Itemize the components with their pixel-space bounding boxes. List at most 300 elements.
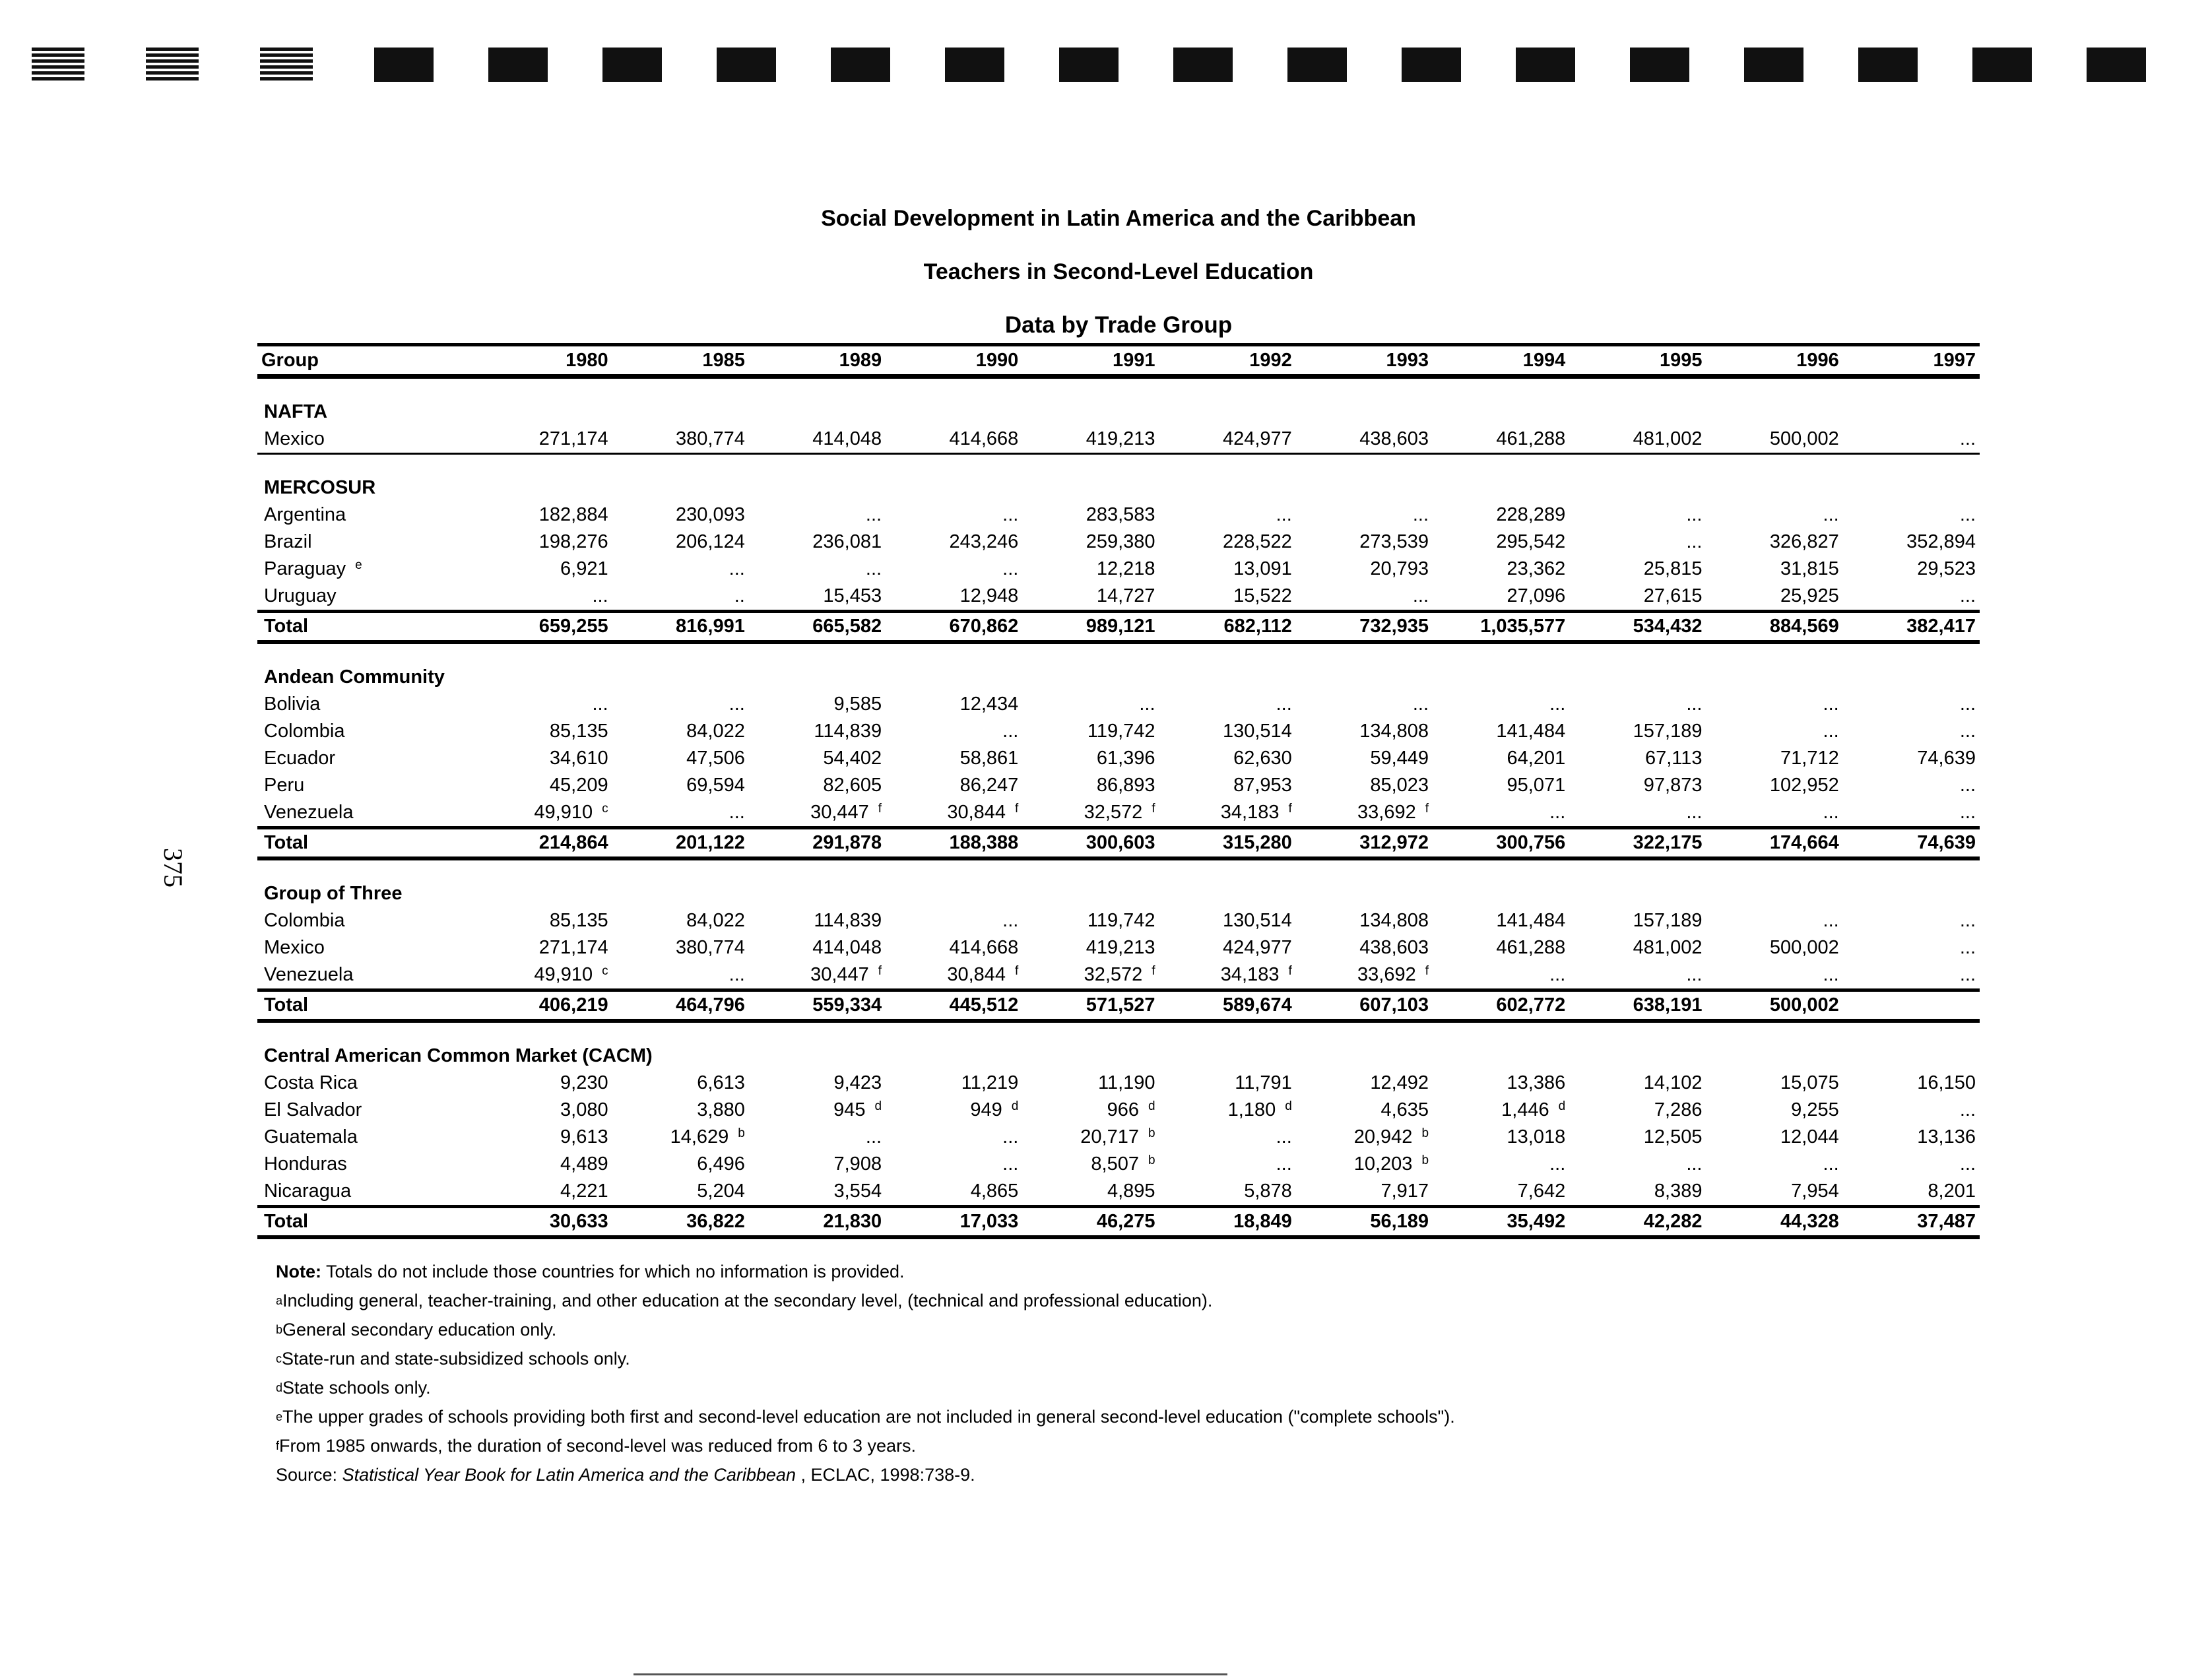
table-cell-text: ... bbox=[1959, 910, 1976, 931]
total-cell bbox=[1433, 990, 1569, 1021]
total-cell bbox=[1843, 1207, 1980, 1238]
table-cell-text: 9,613 bbox=[560, 1126, 608, 1147]
table-cell-text: 58,861 bbox=[959, 748, 1019, 769]
table-cell-text: ... bbox=[1412, 694, 1429, 715]
table-cell-text: 30,447 bbox=[810, 964, 869, 985]
footnote-marker: c bbox=[602, 964, 608, 978]
table-cell-text: 67,113 bbox=[1644, 748, 1703, 769]
total-cell-text: 30,633 bbox=[549, 1211, 608, 1232]
table-cell bbox=[1843, 556, 1980, 583]
table-cell bbox=[749, 1124, 886, 1151]
table-cell-text: 34,183 bbox=[1220, 964, 1280, 985]
table-cell bbox=[475, 556, 612, 583]
table-cell bbox=[1296, 1178, 1433, 1207]
table-cell-text: 7,917 bbox=[1380, 1180, 1429, 1202]
table-cell-text: 236,081 bbox=[812, 531, 882, 552]
table-cell bbox=[1433, 772, 1569, 799]
table-cell bbox=[1159, 1151, 1296, 1178]
table-row bbox=[257, 1070, 1980, 1097]
table-row bbox=[257, 501, 1980, 529]
group-heading: Group of Three bbox=[264, 883, 403, 904]
total-cell bbox=[612, 828, 749, 859]
group-heading-row bbox=[257, 1043, 1980, 1070]
table-cell bbox=[1569, 1178, 1706, 1207]
table-cell-text: 64,201 bbox=[1507, 748, 1566, 769]
group-heading: MERCOSUR bbox=[264, 477, 376, 498]
footnote-marker: d bbox=[1558, 1099, 1566, 1113]
total-label-text: Total bbox=[264, 1211, 309, 1232]
table-cell-text: 85,135 bbox=[549, 721, 608, 742]
table-cell bbox=[1706, 961, 1842, 990]
table-cell bbox=[1159, 583, 1296, 612]
total-cell-text: 322,175 bbox=[1633, 832, 1703, 853]
table-cell bbox=[886, 1178, 1022, 1207]
footnote-marker: f bbox=[1425, 964, 1429, 978]
table-cell bbox=[1159, 799, 1296, 828]
table-cell bbox=[1022, 1070, 1159, 1097]
table-cell bbox=[1843, 1178, 1980, 1207]
total-cell-text: 42,282 bbox=[1643, 1211, 1703, 1232]
table-cell-text: 119,742 bbox=[1087, 910, 1155, 931]
table-cell-text: 9,423 bbox=[833, 1072, 882, 1093]
total-cell bbox=[1706, 828, 1842, 859]
total-label bbox=[257, 612, 475, 643]
table-cell-text: 6,496 bbox=[697, 1153, 745, 1175]
table-cell-text: 419,213 bbox=[1086, 937, 1155, 958]
table-cell-text: 945 bbox=[833, 1099, 866, 1120]
table-cell bbox=[1159, 556, 1296, 583]
footnote-marker: f bbox=[1288, 964, 1292, 978]
table-row bbox=[257, 691, 1980, 718]
table-cell-text: ... bbox=[1412, 585, 1429, 606]
header-year: 1980 bbox=[475, 345, 612, 377]
table-cell bbox=[749, 907, 886, 934]
total-cell bbox=[1296, 828, 1433, 859]
total-row bbox=[257, 828, 1980, 859]
table-cell bbox=[1022, 691, 1159, 718]
total-cell bbox=[1706, 990, 1842, 1021]
table-cell bbox=[1022, 772, 1159, 799]
row-label bbox=[257, 907, 475, 934]
binder-hole bbox=[2087, 48, 2146, 82]
table-cell-text: 30,447 bbox=[810, 802, 869, 823]
table-cell bbox=[1159, 718, 1296, 745]
footnote-marker: f bbox=[878, 964, 882, 978]
table-cell bbox=[1296, 961, 1433, 990]
binder-hole bbox=[1744, 48, 1803, 82]
footnote-marker: e bbox=[355, 558, 362, 572]
table-cell bbox=[1296, 1151, 1433, 1178]
row-label-text: Guatemala bbox=[264, 1126, 358, 1147]
total-cell-text: 300,756 bbox=[1496, 832, 1566, 853]
table-cell bbox=[1569, 1070, 1706, 1097]
table-cell-text: 12,218 bbox=[1096, 558, 1155, 579]
table-cell-text: 130,514 bbox=[1222, 910, 1292, 931]
group-heading: NAFTA bbox=[264, 401, 328, 422]
table-cell-text: 71,712 bbox=[1780, 748, 1839, 769]
header-year: 1989 bbox=[749, 345, 886, 377]
table-cell-text: .. bbox=[734, 585, 745, 606]
binder-hole bbox=[260, 48, 313, 82]
total-cell-text: 500,002 bbox=[1769, 994, 1839, 1016]
table-cell-text: 62,630 bbox=[1233, 748, 1292, 769]
table-cell-text: 54,402 bbox=[823, 748, 882, 769]
table-cell-text: 352,894 bbox=[1906, 531, 1976, 552]
table-cell bbox=[475, 1097, 612, 1124]
table-cell-text: ... bbox=[1959, 694, 1976, 715]
table-cell-text: ... bbox=[1002, 721, 1019, 742]
table-cell-text: ... bbox=[1823, 964, 1839, 985]
table-cell bbox=[1706, 718, 1842, 745]
table-cell-text: 5,204 bbox=[697, 1180, 745, 1202]
table-cell bbox=[1569, 745, 1706, 772]
total-cell-text: 214,864 bbox=[538, 832, 608, 853]
table-cell bbox=[1843, 1124, 1980, 1151]
total-cell-text: 35,492 bbox=[1507, 1211, 1566, 1232]
total-cell bbox=[612, 1207, 749, 1238]
header-year: 1985 bbox=[612, 345, 749, 377]
table-cell bbox=[1433, 799, 1569, 828]
total-cell-text: 174,664 bbox=[1769, 832, 1839, 853]
table-cell bbox=[1706, 501, 1842, 529]
table-cell bbox=[1843, 745, 1980, 772]
table-cell-text: 9,585 bbox=[833, 694, 882, 715]
table-cell-text: 461,288 bbox=[1496, 428, 1566, 449]
table-cell-text: 12,505 bbox=[1643, 1126, 1703, 1147]
footnote-marker: f bbox=[1152, 802, 1155, 816]
table-cell-text: ... bbox=[1823, 802, 1839, 823]
total-cell-text: 56,189 bbox=[1370, 1211, 1429, 1232]
table-cell bbox=[1296, 934, 1433, 961]
table-row bbox=[257, 426, 1980, 454]
table-cell-text: 13,018 bbox=[1507, 1126, 1566, 1147]
table-cell-text: 424,977 bbox=[1222, 428, 1292, 449]
table-cell-text: 130,514 bbox=[1222, 721, 1292, 742]
table-cell-text: 20,942 bbox=[1353, 1126, 1413, 1147]
footnote bbox=[276, 1286, 1455, 1315]
total-cell-text: 670,862 bbox=[949, 616, 1019, 637]
table-cell bbox=[1569, 1097, 1706, 1124]
table-cell bbox=[1022, 799, 1159, 828]
table-cell bbox=[886, 1070, 1022, 1097]
spacer-row bbox=[257, 858, 1980, 880]
table-cell bbox=[1296, 501, 1433, 529]
document-subtitle: Teachers in Second-Level Education bbox=[923, 259, 1314, 284]
table-cell bbox=[1296, 799, 1433, 828]
table-cell-text: 114,839 bbox=[814, 721, 882, 742]
total-cell bbox=[475, 990, 612, 1021]
total-cell bbox=[1022, 990, 1159, 1021]
total-cell-text: 989,121 bbox=[1086, 616, 1155, 637]
table-cell-text: ... bbox=[1549, 694, 1566, 715]
table-cell bbox=[1569, 961, 1706, 990]
total-label bbox=[257, 1207, 475, 1238]
total-cell bbox=[1159, 990, 1296, 1021]
total-cell bbox=[1569, 612, 1706, 643]
total-cell bbox=[749, 990, 886, 1021]
row-label-text: Bolivia bbox=[264, 694, 321, 715]
table-cell bbox=[1433, 691, 1569, 718]
table-cell-text: 20,793 bbox=[1370, 558, 1429, 579]
footnote-mark: a bbox=[276, 1294, 283, 1307]
binder-hole bbox=[488, 48, 548, 82]
table-cell-text: 27,096 bbox=[1507, 585, 1566, 606]
table-cell bbox=[1022, 1151, 1159, 1178]
table-cell bbox=[1296, 529, 1433, 556]
total-cell bbox=[1843, 990, 1980, 1021]
table-cell bbox=[612, 772, 749, 799]
table-cell-text: ... bbox=[592, 694, 608, 715]
table-cell-text: 424,977 bbox=[1222, 937, 1292, 958]
table-cell-text: 13,136 bbox=[1917, 1126, 1976, 1147]
table-cell-text: 14,727 bbox=[1096, 585, 1155, 606]
header-year: 1996 bbox=[1706, 345, 1842, 377]
table-cell bbox=[1296, 907, 1433, 934]
table-cell-text: 481,002 bbox=[1633, 428, 1703, 449]
table-cell-text: 414,048 bbox=[812, 428, 882, 449]
table-cell bbox=[1706, 934, 1842, 961]
table-cell bbox=[886, 1151, 1022, 1178]
table-cell bbox=[749, 556, 886, 583]
total-cell-text: 589,674 bbox=[1222, 994, 1292, 1016]
table-cell bbox=[1022, 529, 1159, 556]
table-cell bbox=[612, 556, 749, 583]
table-cell bbox=[1022, 961, 1159, 990]
total-cell bbox=[749, 612, 886, 643]
footnote-text: Including general, teacher-training, and other education at the secondary level, (technical and professional education). bbox=[282, 1291, 1213, 1310]
binder-hole bbox=[1858, 48, 1918, 82]
total-cell-text: 382,417 bbox=[1906, 616, 1976, 637]
table-cell bbox=[475, 426, 612, 454]
table-cell-text: 414,048 bbox=[812, 937, 882, 958]
total-cell-text: 315,280 bbox=[1222, 832, 1292, 853]
row-label-text: Venezuela bbox=[264, 964, 354, 985]
binder-hole bbox=[1059, 48, 1119, 82]
total-cell-text: 406,219 bbox=[538, 994, 608, 1016]
table-cell bbox=[1843, 529, 1980, 556]
table-cell-text: 33,692 bbox=[1357, 802, 1416, 823]
table-cell-text: ... bbox=[1959, 721, 1976, 742]
table-cell bbox=[1296, 691, 1433, 718]
table-cell-text: 82,605 bbox=[823, 775, 882, 796]
table-cell-text: ... bbox=[1002, 558, 1019, 579]
total-cell bbox=[1296, 990, 1433, 1021]
header-year: 1993 bbox=[1296, 345, 1433, 377]
table-cell-text: 114,839 bbox=[814, 910, 882, 931]
table-cell-text: ... bbox=[865, 504, 882, 525]
table-row bbox=[257, 529, 1980, 556]
table-cell bbox=[612, 961, 749, 990]
table-cell-text: 8,201 bbox=[1928, 1180, 1976, 1202]
table-cell-text: 1,180 bbox=[1227, 1099, 1276, 1120]
table-cell bbox=[1296, 1070, 1433, 1097]
table-cell bbox=[1296, 772, 1433, 799]
note-text: Totals do not include those countries for which no information is provided. bbox=[321, 1262, 905, 1281]
table-row bbox=[257, 1151, 1980, 1178]
table-cell-text: ... bbox=[1686, 504, 1703, 525]
table-cell-text: ... bbox=[1823, 910, 1839, 931]
table-cell bbox=[1706, 1124, 1842, 1151]
header-year: 1994 bbox=[1433, 345, 1569, 377]
table-cell bbox=[1296, 1124, 1433, 1151]
table-cell bbox=[886, 1097, 1022, 1124]
table-cell bbox=[475, 934, 612, 961]
total-cell-text: 559,334 bbox=[812, 994, 882, 1016]
table-cell-text: 15,522 bbox=[1233, 585, 1292, 606]
table-cell-text: ... bbox=[1959, 802, 1976, 823]
table-cell bbox=[1706, 1178, 1842, 1207]
table-cell bbox=[1706, 1097, 1842, 1124]
table-cell-text: 59,449 bbox=[1370, 748, 1429, 769]
table-cell bbox=[1569, 529, 1706, 556]
header-year: 1997 bbox=[1843, 345, 1980, 377]
table-cell bbox=[1433, 583, 1569, 612]
total-cell-text: 659,255 bbox=[538, 616, 608, 637]
table-cell bbox=[886, 772, 1022, 799]
table-cell-text: 206,124 bbox=[676, 531, 745, 552]
row-label bbox=[257, 961, 475, 990]
table-cell-text: ... bbox=[1959, 775, 1976, 796]
footnote-marker: f bbox=[1152, 964, 1155, 978]
total-cell bbox=[1296, 1207, 1433, 1238]
table-cell-text: 84,022 bbox=[686, 910, 745, 931]
total-cell bbox=[612, 990, 749, 1021]
table-cell-text: 27,615 bbox=[1643, 585, 1703, 606]
group-heading-row bbox=[257, 474, 1980, 501]
total-cell-text: 17,033 bbox=[959, 1211, 1019, 1232]
table-cell bbox=[749, 1151, 886, 1178]
document-title: Social Development in Latin America and the Caribbean bbox=[821, 206, 1416, 231]
table-cell-text: 157,189 bbox=[1633, 721, 1703, 742]
table-cell-text: 461,288 bbox=[1496, 937, 1566, 958]
total-cell bbox=[1569, 828, 1706, 859]
footnote bbox=[276, 1373, 1455, 1402]
total-label-text: Total bbox=[264, 994, 309, 1016]
table-cell bbox=[1433, 556, 1569, 583]
table-cell-text: 3,880 bbox=[697, 1099, 745, 1120]
table-cell bbox=[612, 1070, 749, 1097]
table-cell bbox=[475, 583, 612, 612]
total-cell bbox=[612, 612, 749, 643]
footnote-text: State-run and state-subsidized schools only. bbox=[282, 1349, 630, 1369]
table-cell-text: 259,380 bbox=[1086, 531, 1155, 552]
table-cell-text: 85,135 bbox=[549, 910, 608, 931]
table-cell bbox=[749, 745, 886, 772]
table-row bbox=[257, 1124, 1980, 1151]
total-cell-text: 312,972 bbox=[1359, 832, 1429, 853]
table-cell-text: 11,219 bbox=[961, 1072, 1019, 1093]
table-cell bbox=[886, 583, 1022, 612]
table-cell bbox=[1159, 691, 1296, 718]
bottom-rule bbox=[633, 1673, 1227, 1675]
table-cell bbox=[1022, 718, 1159, 745]
total-cell bbox=[886, 990, 1022, 1021]
table-cell-text: 11,190 bbox=[1098, 1072, 1155, 1093]
table-cell bbox=[886, 529, 1022, 556]
table-cell bbox=[1433, 529, 1569, 556]
table-cell bbox=[1433, 1151, 1569, 1178]
total-cell-text: 46,275 bbox=[1096, 1211, 1155, 1232]
total-cell bbox=[1706, 612, 1842, 643]
table-cell bbox=[1843, 934, 1980, 961]
table-cell bbox=[1569, 501, 1706, 529]
table-cell-text: 8,507 bbox=[1091, 1153, 1139, 1175]
table-cell bbox=[612, 1151, 749, 1178]
table-cell-text: 157,189 bbox=[1633, 910, 1703, 931]
row-label-text: El Salvador bbox=[264, 1099, 362, 1120]
total-cell bbox=[1159, 828, 1296, 859]
table-cell-text: ... bbox=[729, 694, 745, 715]
total-cell-text: 884,569 bbox=[1769, 616, 1839, 637]
footnote-marker: b bbox=[1148, 1126, 1155, 1140]
table-cell-text: 414,668 bbox=[949, 428, 1019, 449]
table-cell bbox=[1706, 799, 1842, 828]
table-cell-text: 23,362 bbox=[1507, 558, 1566, 579]
table-cell bbox=[612, 907, 749, 934]
table-cell bbox=[1569, 1151, 1706, 1178]
total-label bbox=[257, 990, 475, 1021]
group-heading-row bbox=[257, 664, 1980, 691]
footnote-marker: d bbox=[874, 1099, 882, 1113]
footnote-marker: c bbox=[602, 802, 608, 816]
table-cell-text: ... bbox=[1959, 1153, 1976, 1175]
footnote-marker: d bbox=[1011, 1099, 1019, 1113]
table-cell bbox=[475, 907, 612, 934]
row-label bbox=[257, 583, 475, 612]
total-cell bbox=[1433, 1207, 1569, 1238]
table-cell bbox=[886, 426, 1022, 454]
table-cell bbox=[1843, 691, 1980, 718]
table-cell bbox=[1569, 426, 1706, 454]
table-cell-text: 14,102 bbox=[1643, 1072, 1703, 1093]
table-cell-text: 949 bbox=[970, 1099, 1002, 1120]
table-cell bbox=[1433, 1178, 1569, 1207]
total-cell-text: 21,830 bbox=[823, 1211, 882, 1232]
table-cell-text: 95,071 bbox=[1507, 775, 1566, 796]
table-cell-text: ... bbox=[1139, 694, 1155, 715]
table-cell bbox=[1433, 426, 1569, 454]
table-cell-text: 1,446 bbox=[1501, 1099, 1549, 1120]
table-cell bbox=[475, 1070, 612, 1097]
table-cell bbox=[475, 799, 612, 828]
header-year: 1990 bbox=[886, 345, 1022, 377]
row-label-text: Nicaragua bbox=[264, 1180, 352, 1202]
footnote-marker: b bbox=[1421, 1126, 1429, 1140]
table-cell bbox=[1159, 426, 1296, 454]
table-cell bbox=[1843, 1097, 1980, 1124]
footnote-marker: d bbox=[1285, 1099, 1292, 1113]
table-row bbox=[257, 718, 1980, 745]
source-label: Source: bbox=[276, 1465, 342, 1485]
header-year: 1992 bbox=[1159, 345, 1296, 377]
table-cell bbox=[612, 718, 749, 745]
table-row bbox=[257, 799, 1980, 828]
table-cell bbox=[1569, 799, 1706, 828]
table-cell-text: 25,925 bbox=[1780, 585, 1839, 606]
table-row bbox=[257, 583, 1980, 612]
table-cell-text: 20,717 bbox=[1080, 1126, 1139, 1147]
total-cell-text: 682,112 bbox=[1223, 616, 1292, 637]
table-cell-text: 9,230 bbox=[560, 1072, 608, 1093]
table-cell-text: 6,921 bbox=[560, 558, 608, 579]
total-cell-text: 638,191 bbox=[1633, 994, 1703, 1016]
notes-block bbox=[276, 1257, 1455, 1489]
table-cell-text: 34,183 bbox=[1220, 802, 1280, 823]
table-cell-text: 9,255 bbox=[1791, 1099, 1839, 1120]
row-label bbox=[257, 772, 475, 799]
table-cell bbox=[749, 718, 886, 745]
table-cell bbox=[475, 1178, 612, 1207]
